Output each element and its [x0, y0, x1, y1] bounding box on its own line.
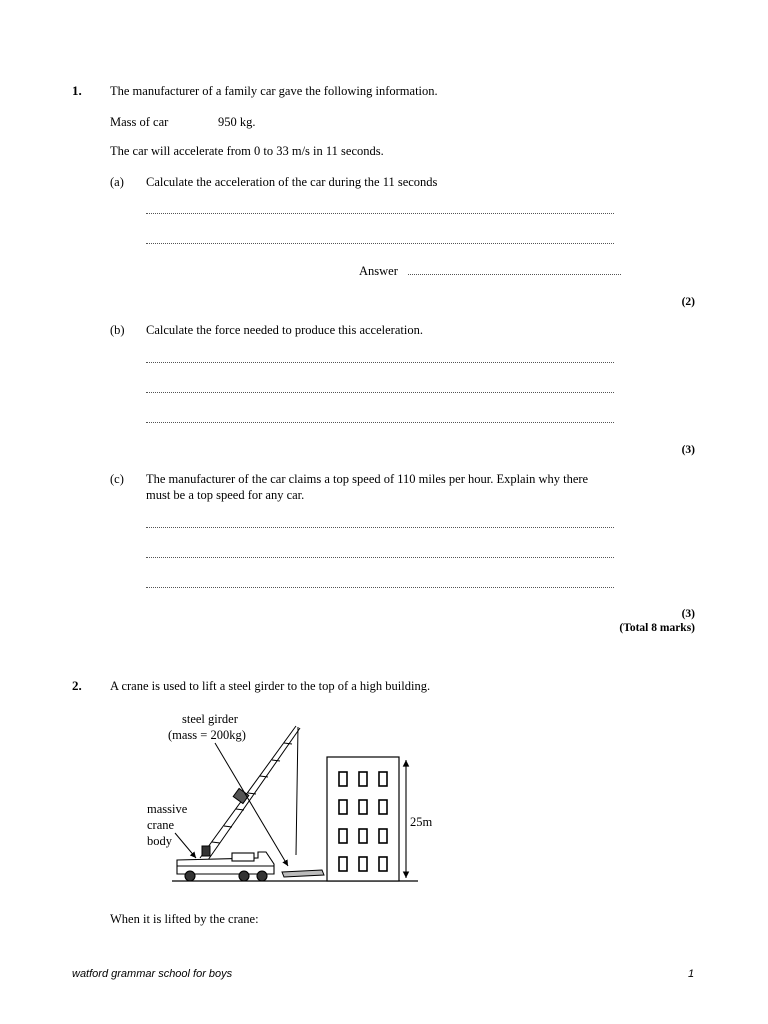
lifted-text: When it is lifted by the crane: [110, 912, 259, 926]
girder-label-1: steel girder [182, 712, 238, 726]
part-a-question: Calculate the acceleration of the car during the 11 seconds [146, 175, 438, 189]
question-2-intro: A crane is used to lift a steel girder to the top of a high building. [110, 679, 431, 693]
marks-part-a: (2) [681, 296, 695, 308]
footer-school: watford grammar school for boys [72, 968, 233, 980]
marks-part-b: (3) [681, 444, 695, 456]
acceleration-statement: The car will accelerate from 0 to 33 m/s in 11 seconds. [110, 144, 384, 158]
answer-label: Answer [359, 264, 398, 278]
total-marks: (Total 8 marks) [619, 622, 695, 634]
body-label-3: body [147, 834, 172, 848]
part-b-label: (b) [110, 323, 125, 337]
girder-label-2: (mass = 200kg) [168, 728, 246, 742]
part-a-label: (a) [110, 175, 124, 189]
crane-truck [177, 852, 274, 881]
mass-value: 950 kg. [218, 115, 256, 129]
crane-boom [200, 726, 300, 860]
question-1-intro: The manufacturer of a family car gave the following information. [110, 84, 438, 98]
question-1-number: 1. [72, 83, 82, 98]
body-label-2: crane [147, 818, 175, 832]
part-c-question-line-1: The manufacturer of the car claims a top speed of 110 miles per hour. Explain why there [146, 472, 589, 486]
marks-part-c: (3) [681, 608, 695, 620]
body-label-1: massive [147, 802, 188, 816]
body-pointer [175, 833, 196, 858]
part-c-question-line-2: must be a top speed for any car. [146, 488, 305, 502]
question-2-number: 2. [72, 678, 82, 693]
height-label: 25m [410, 815, 433, 829]
page-number: 1 [688, 968, 695, 980]
high-building [327, 757, 399, 881]
part-b-question: Calculate the force needed to produce this acceleration. [146, 323, 423, 337]
part-c-label: (c) [110, 472, 124, 486]
mass-label: Mass of car [110, 115, 169, 129]
hoist-cable [296, 727, 298, 855]
steel-girder [282, 870, 324, 877]
